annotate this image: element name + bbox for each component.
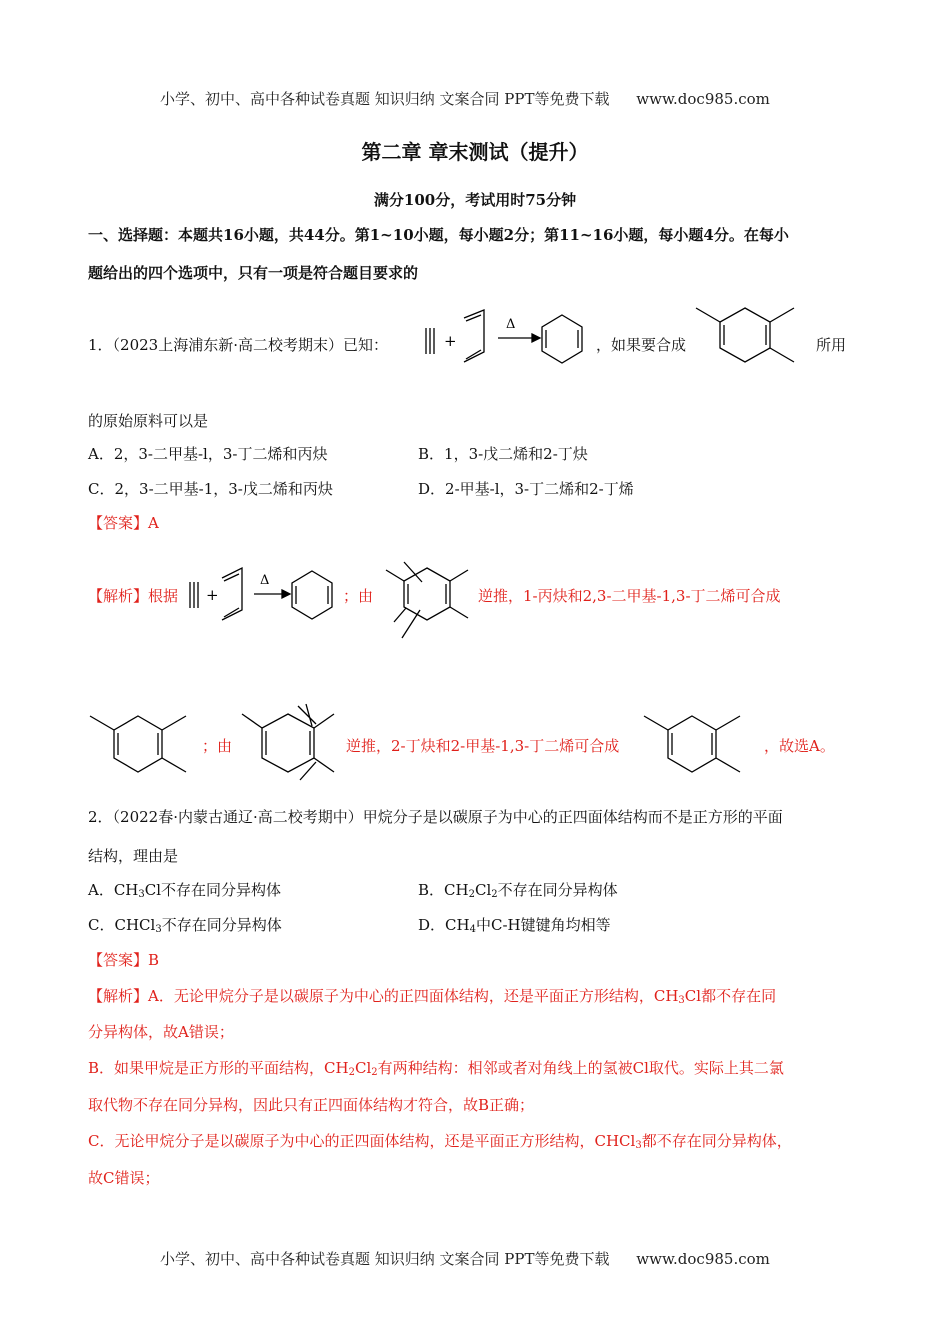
cyclohexene-product <box>542 315 582 363</box>
header-banner <box>160 88 770 109</box>
q2-stem <box>88 806 783 827</box>
q2-analysis-a-line1: 【解析】A．无论甲烷分子是以碳原子为中心的正四面体结构，还是平面正方形结构，$CH_3Cl$都不存在同 <box>88 987 777 1006</box>
section-heading-line2: 题给出的四个选项中，只有一项是符合题目要求的 <box>88 264 419 282</box>
q2-answer: 【答案】B <box>88 951 160 969</box>
q2-stem-line2: 结构，理由是 <box>88 847 179 865</box>
analysis-product-molecule-1 <box>88 700 198 790</box>
q1-reaction-diagram <box>418 300 588 380</box>
q2-analysis-c-line2: 故C错误； <box>88 1169 160 1187</box>
q2-analysis-b-line1: B．如果甲烷是正方形的平面结构，$CH_2Cl_2$有两种结构：相邻或者对角线上的氢被Cl取代。实际上其二氯 <box>88 1059 784 1078</box>
q1-source: （2023上海浦东新·高二校考期末）已知： <box>112 336 388 354</box>
analysis-text-f: ，故选A。 <box>764 737 835 755</box>
analysis-text-c: 逆推，1-丙炔和2,3-二甲基-1,3-丁二烯可合成 <box>478 587 781 605</box>
analysis-retro-molecule-2 <box>240 696 340 796</box>
q2-option-a[interactable]: A．$CH_3Cl$不存在同分异构体 <box>88 881 282 900</box>
page-title: 第二章 章末测试（提升） <box>361 140 589 164</box>
footer-site[interactable]: www.doc985.com <box>636 1250 770 1268</box>
q2-analysis-c-line1: C．无论甲烷分子是以碳原子为中心的正四面体结构，还是平面正方形结构，CHCl$_3$都不存在同分异构体， <box>88 1132 792 1151</box>
analysis-text-e: 逆推，2-丁炔和2-甲基-1,3-丁二烯可合成 <box>346 737 620 755</box>
q2-option-d[interactable]: D．$CH_4$中C-H键键角均相等 <box>418 916 611 935</box>
q1-option-d[interactable]: D．2-甲基-l，3-丁二烯和2-丁烯 <box>418 480 634 498</box>
q1-answer: 【答案】A <box>88 514 159 532</box>
plus-sign: + <box>444 332 457 350</box>
q1-stem-line2: 的原始原料可以是 <box>88 412 209 430</box>
q1-number: 1． <box>88 336 113 354</box>
q1-target-molecule <box>690 290 820 380</box>
header-text: 小学、初中、高中各种试卷真题 知识归纳 文案合同 PPT等免费下载 <box>160 90 610 108</box>
q1-stem <box>88 334 388 355</box>
q1-end-text: 所用 <box>816 336 847 354</box>
q2-number: 2． <box>88 808 113 826</box>
butadiene <box>464 310 484 362</box>
q2-analysis-b-line2: 取代物不存在同分异构，因此只有正四面体结构才符合，故B正确； <box>88 1096 535 1114</box>
analysis-text-d: ；由 <box>202 737 233 755</box>
q1-option-a[interactable]: A．2，3-二甲基-l，3-丁二烯和丙炔 <box>88 445 328 463</box>
page-subtitle: 满分100分，考试用时75分钟 <box>373 191 577 209</box>
alkyne-triple-bond <box>426 328 434 354</box>
section-heading-line1: 一、选择题：本题共16小题，共44分。第1~10小题，每小题2分；第11~16小题，每小题4分。在每小 <box>88 226 789 244</box>
analysis-text-b: ；由 <box>343 587 374 605</box>
q1-mid-text: ，如果要合成 <box>596 336 687 354</box>
q2-option-b[interactable]: B．$CH_2Cl_2$不存在同分异构体 <box>418 881 618 900</box>
footer-text: 小学、初中、高中各种试卷真题 知识归纳 文案合同 PPT等免费下载 <box>160 1250 610 1268</box>
plus-sign: + <box>206 586 219 604</box>
delta-symbol: Δ <box>506 317 516 332</box>
q2-option-c[interactable]: C．CHCl$_3$不存在同分异构体 <box>88 916 282 935</box>
q2-stem-line1: （2022春·内蒙古通辽·高二校考期中）甲烷分子是以碳原子为中心的正四面体结构而不是正方形的平面 <box>112 808 783 826</box>
analysis-text-a: 根据 <box>148 587 179 605</box>
q2-analysis-a-line2: 分异构体，故A错误； <box>88 1023 234 1041</box>
header-site[interactable]: www.doc985.com <box>636 90 770 108</box>
analysis-product-molecule-2 <box>642 700 757 790</box>
footer-banner <box>160 1248 770 1269</box>
delta-symbol: Δ <box>260 573 270 588</box>
analysis-reaction-diagram <box>182 556 352 636</box>
q1-option-c[interactable]: C．2，3-二甲基-1，3-戊二烯和丙炔 <box>88 480 333 498</box>
q1-analysis-start <box>88 585 178 606</box>
q1-option-b[interactable]: B．1，3-戊二烯和2-丁炔 <box>418 445 588 463</box>
analysis-retro-molecule-1 <box>382 548 472 638</box>
analysis-label: 【解析】 <box>88 587 149 605</box>
